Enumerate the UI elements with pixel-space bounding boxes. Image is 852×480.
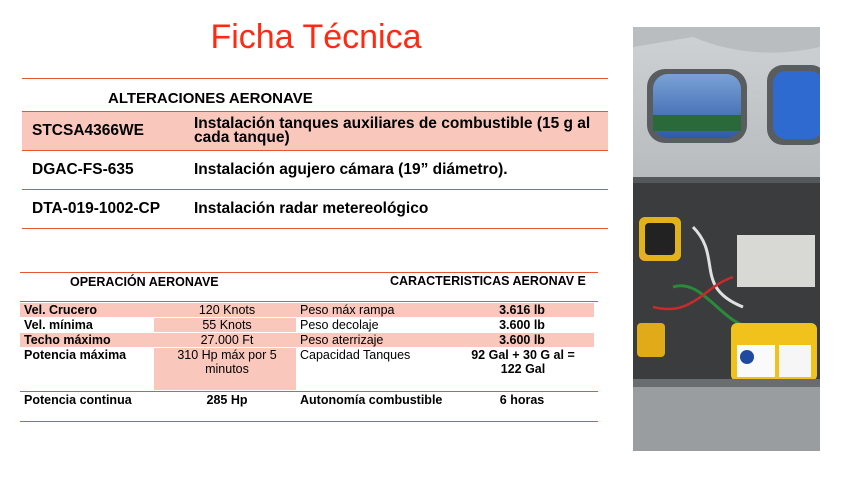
- op-value: 55 Knots: [154, 318, 296, 332]
- spec-label: Capacidad Tanques: [300, 348, 411, 362]
- spec-label: Peso aterrizaje: [296, 333, 446, 347]
- op-value: 310 Hp máx por 5 minutos: [154, 348, 296, 390]
- op-label: Vel. mínima: [24, 318, 93, 332]
- aircraft-cabin-photo: [633, 27, 820, 451]
- caracteristicas-header: CARACTERISTICAS AERONAV E: [390, 274, 586, 288]
- alteracion-desc: Instalación tanques auxiliares de combustible (15 g al cada tanque): [194, 115, 591, 146]
- spec-label: Peso máx rampa: [296, 303, 446, 317]
- spec-value: 92 Gal + 30 G al = 122 Gal: [471, 348, 575, 376]
- op-label: Vel. Crucero: [20, 303, 154, 317]
- alteraciones-header: ALTERACIONES AERONAVE: [108, 90, 313, 107]
- operacion-header: OPERACIÓN AERONAVE: [70, 275, 219, 289]
- alteracion-row: [22, 190, 608, 228]
- table-row: [20, 333, 598, 347]
- alteracion-desc: Instalación agujero cámara (19” diámetro).: [194, 161, 508, 178]
- alteracion-desc: Instalación radar metereológico: [194, 200, 429, 217]
- spec-value: 6 horas: [499, 393, 545, 407]
- alteracion-row: [22, 112, 608, 150]
- alteraciones-table: [22, 78, 608, 229]
- spec-label: Peso decolaje: [300, 318, 379, 332]
- op-label: Potencia máxima: [24, 348, 127, 362]
- op-value: 27.000 Ft: [154, 333, 296, 347]
- alteracion-code: STCSA4366WE: [32, 122, 144, 139]
- alteracion-code: DGAC-FS-635: [32, 161, 134, 178]
- spec-label: Autonomía combustible: [300, 393, 443, 407]
- operacion-table: [20, 272, 598, 422]
- table-row: [20, 318, 598, 332]
- spec-value: 3.600 lb: [446, 333, 594, 347]
- op-value: 285 Hp: [206, 393, 248, 407]
- op-label: Potencia continua: [24, 393, 132, 407]
- spec-value: 3.616 lb: [446, 303, 594, 317]
- spec-value: 3.600 lb: [499, 318, 545, 332]
- alteracion-row: [22, 151, 608, 189]
- alteracion-code: DTA-019-1002-CP: [32, 200, 161, 217]
- table-row: [20, 393, 598, 421]
- op-value: 120 Knots: [154, 303, 296, 317]
- table-row: [20, 348, 598, 390]
- op-label: Techo máximo: [20, 333, 154, 347]
- page-title: Ficha Técnica: [210, 18, 422, 56]
- table-row: [20, 303, 598, 317]
